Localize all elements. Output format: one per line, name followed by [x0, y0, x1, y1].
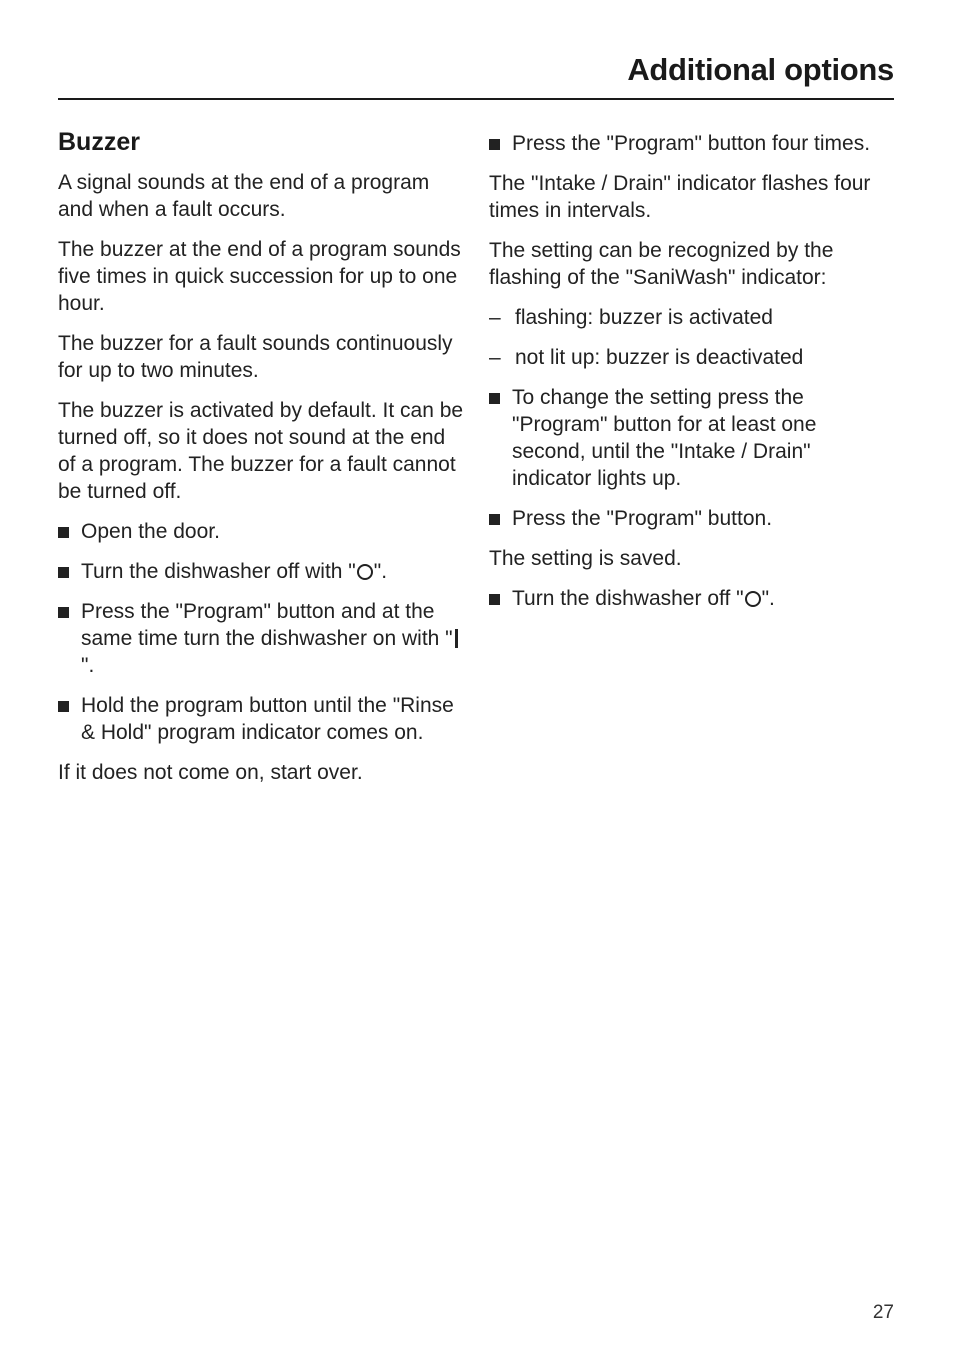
- page-number: 27: [872, 1302, 894, 1323]
- power-off-icon: [357, 564, 373, 580]
- square-bullet-icon: [489, 393, 500, 404]
- right-column: [489, 130, 889, 625]
- page-title: Additional options: [627, 52, 894, 87]
- list-item-text: Press the "Program" button.: [512, 507, 773, 530]
- paragraph: The setting can be recognized by the flashing of the "SaniWash" indicator:: [489, 239, 834, 289]
- list-item: [489, 130, 889, 157]
- list-item-text: Press the "Program" button four times.: [512, 132, 871, 155]
- paragraph: The buzzer for a fault sounds continuously for up to two minutes.: [58, 332, 453, 382]
- list-item-text-end: ".: [761, 587, 775, 610]
- square-bullet-icon: [489, 594, 500, 605]
- dash-item: [489, 304, 889, 331]
- list-item-text-end: ".: [81, 654, 95, 677]
- square-bullet-icon: [489, 139, 500, 150]
- square-bullet-icon: [489, 514, 500, 525]
- paragraph: The "Intake / Drain" indicator flashes four times in intervals.: [489, 172, 871, 222]
- paragraph: The buzzer is activated by default. It can be turned off, so it does not sound at the end of a program. The buzzer for a fault cannot be turned off.: [58, 399, 464, 503]
- list-item-text: To change the setting press the "Program" button for at least one second, until the "Intake / Drain" indicator lights up.: [512, 386, 817, 490]
- list-item: [58, 598, 468, 679]
- list-item-text: Turn the dishwasher off with ": [81, 560, 356, 583]
- power-on-icon: [455, 629, 458, 648]
- dash-item-text: not lit up: buzzer is deactivated: [515, 346, 804, 369]
- paragraph: The setting is saved.: [489, 547, 682, 570]
- square-bullet-icon: [58, 607, 69, 618]
- list-item: [58, 558, 468, 585]
- list-item-text: Open the door.: [81, 520, 220, 543]
- dash-item-text: flashing: buzzer is activated: [515, 306, 773, 329]
- list-item: [58, 692, 468, 746]
- square-bullet-icon: [58, 567, 69, 578]
- paragraph: The buzzer at the end of a program sounds five times in quick succession for up to one hour.: [58, 238, 461, 315]
- list-item-text: Hold the program button until the "Rinse & Hold" program indicator comes on.: [81, 694, 454, 744]
- dash-bullet-icon: –: [489, 306, 501, 329]
- left-column: [58, 128, 468, 799]
- square-bullet-icon: [58, 701, 69, 712]
- list-item-text-end: ".: [373, 560, 388, 583]
- header-divider: [58, 98, 894, 100]
- section-heading-buzzer: Buzzer: [58, 128, 140, 156]
- list-item: [58, 518, 468, 545]
- list-item: [489, 585, 889, 612]
- list-item-text: Press the "Program" button and at the same time turn the dishwasher on with ": [81, 600, 453, 650]
- paragraph: If it does not come on, start over.: [58, 761, 363, 784]
- power-off-icon: [745, 591, 761, 607]
- paragraph: A signal sounds at the end of a program and when a fault occurs.: [58, 171, 430, 221]
- dash-item: [489, 344, 889, 371]
- square-bullet-icon: [58, 527, 69, 538]
- list-item: [489, 505, 889, 532]
- list-item-text: Turn the dishwasher off ": [512, 587, 744, 610]
- dash-bullet-icon: –: [489, 346, 501, 369]
- list-item: [489, 384, 889, 492]
